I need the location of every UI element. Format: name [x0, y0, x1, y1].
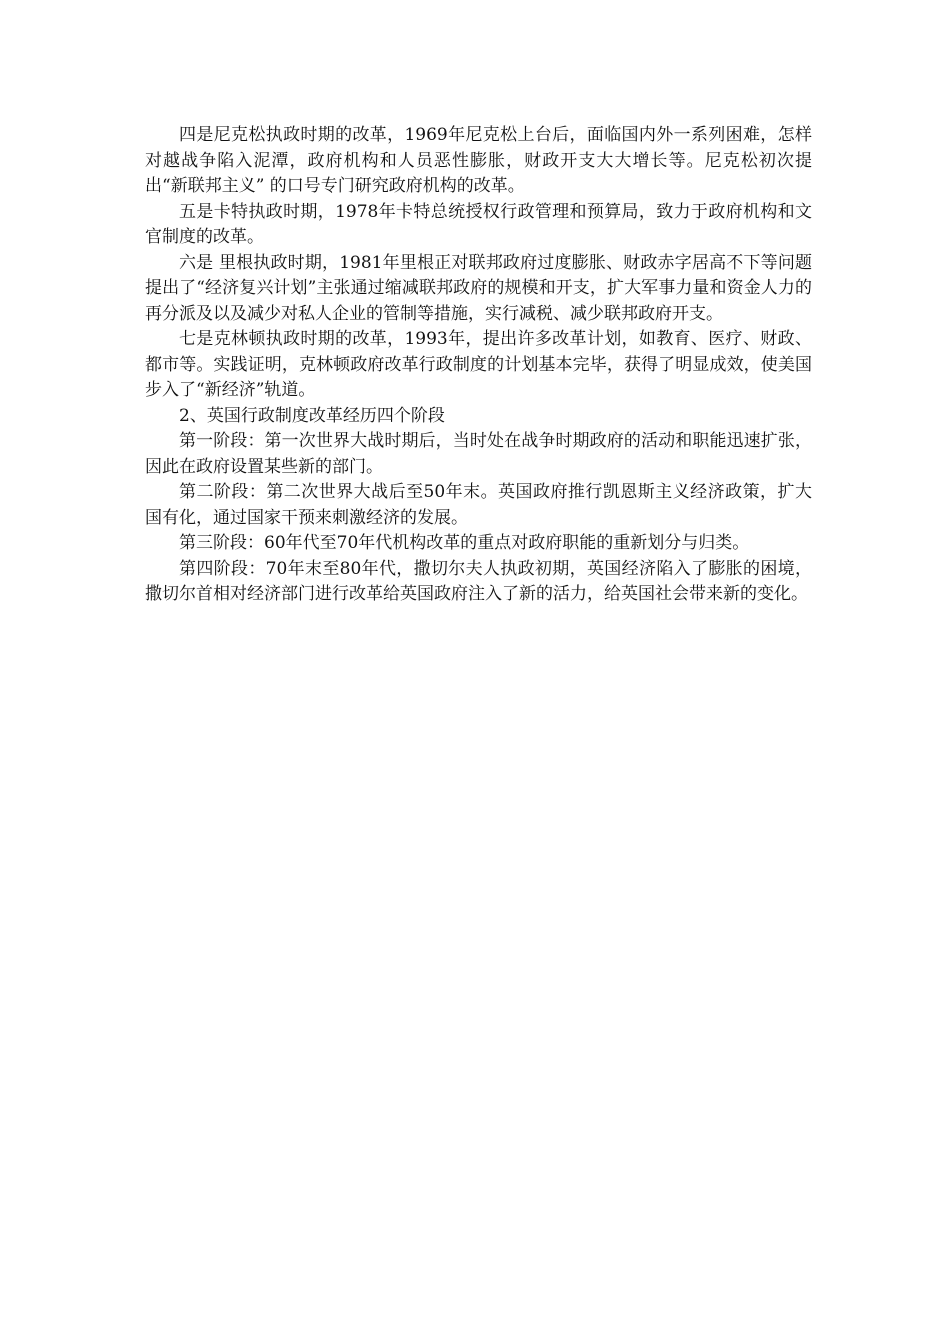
paragraph-uk-stage-1: 第一阶段：第一次世界大战时期后，当时处在战争时期政府的活动和职能迅速扩张，因此在政府设置某些新的部门。	[145, 431, 812, 477]
paragraph-reagan-reform: 六是 里根执政时期，1981年里根正对联邦政府过度膨胀、财政赤字居高不下等问题提出了“经济复兴计划”主张通过缩减联邦政府的规模和开支，扩大军事力量和资金人力的再分派及以及减少对私人企业的管制等措施，实行减税、减少联邦政府开支。	[145, 252, 812, 324]
paragraph-uk-stage-3: 第三阶段：60年代至70年代机构改革的重点对政府职能的重新划分与归类。	[179, 533, 750, 553]
paragraph-uk-stage-2: 第二阶段：第二次世界大战后至50年末。英国政府推行凯恩斯主义经济政策，扩大国有化，通过国家干预来刺激经济的发展。	[145, 482, 812, 528]
paragraph-nixon-reform: 四是尼克松执政时期的改革，1969年尼克松上台后，面临国内外一系列困难，怎样对越战争陷入泥潭，政府机构和人员恶性膨胀，财政开支大大增长等。尼克松初次提出“新联邦主义” 的口号专门研究政府机构的改革。	[145, 125, 812, 196]
document-body	[145, 123, 812, 608]
paragraph-clinton-reform: 七是克林顿执政时期的改革，1993年，提出许多改革计划，如教育、医疗、财政、都市等。实践证明，克林顿政府改革行政制度的计划基本完毕，获得了明显成效，使美国步入了“新经济”轨道。	[145, 329, 812, 400]
paragraph-uk-stage-4: 第四阶段：70年末至80年代，撒切尔夫人执政初期，英国经济陷入了膨胀的困境，撒切尔首相对经济部门进行改革给英国政府注入了新的活力，给英国社会带来新的变化。	[145, 558, 812, 604]
section-heading-uk-reform: 2、英国行政制度改革经历四个阶段	[179, 405, 445, 426]
paragraph-carter-reform: 五是卡特执政时期，1978年卡特总统授权行政管理和预算局，致力于政府机构和文官制度的改革。	[145, 201, 812, 247]
